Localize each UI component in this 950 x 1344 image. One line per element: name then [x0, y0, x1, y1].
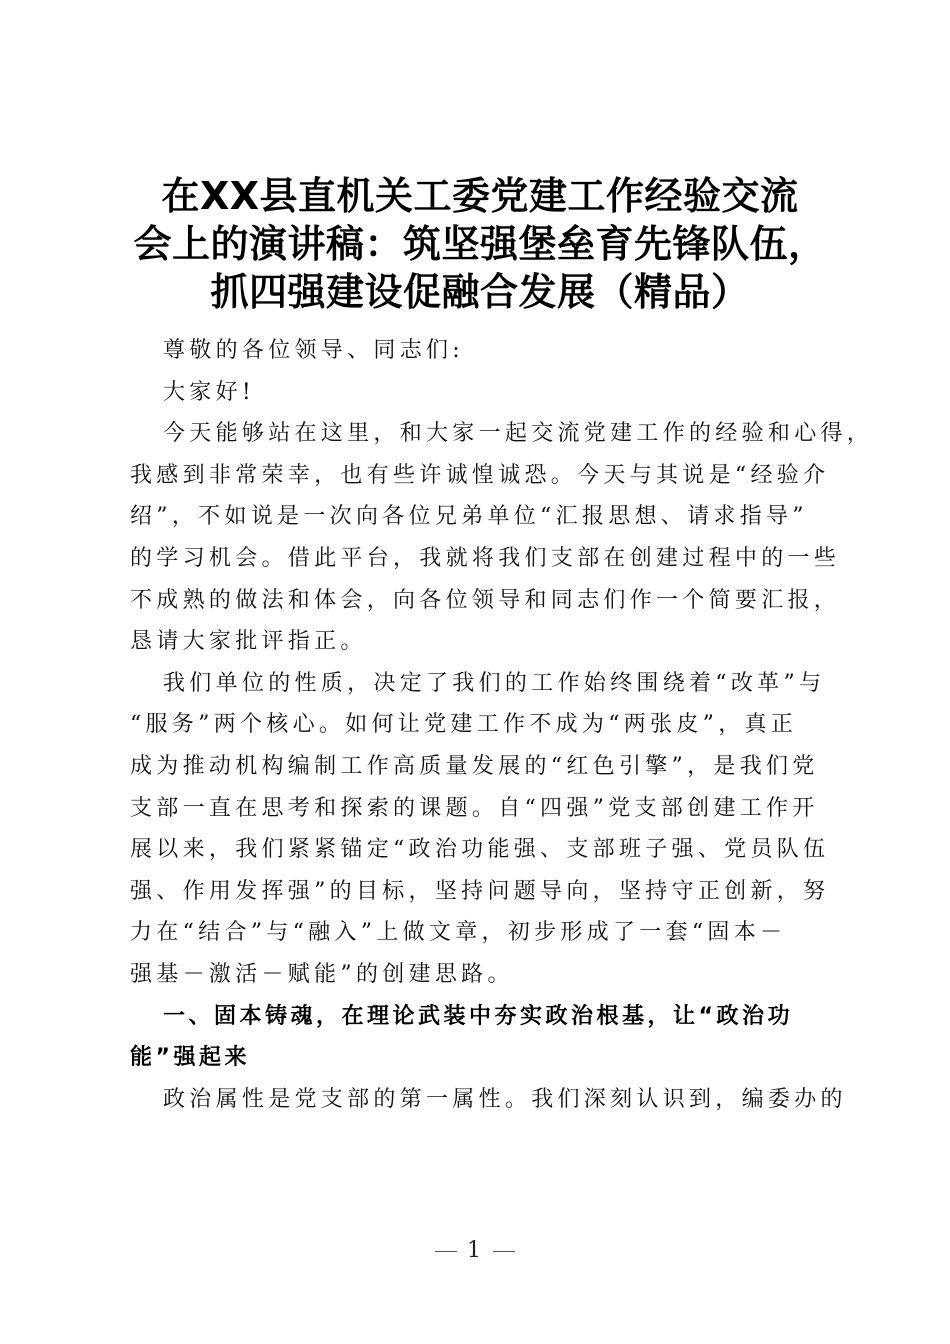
- body-line: 力在“结合”与“融入”上做文章，初步形成了一套“固本－: [130, 920, 787, 946]
- title-line-2: 会上的演讲稿：筑坚强堡垒育先锋队伍，: [133, 222, 827, 266]
- document-body: [130, 330, 874, 1120]
- salutation: 尊敬的各位领导、同志们:: [163, 338, 465, 363]
- body-line: “服务”两个核心。如何让党建工作不成为“两张皮”，真正: [130, 712, 798, 738]
- body-line: 强、作用发挥强”的目标，坚持问题导向，坚持守正创新，努: [130, 878, 830, 904]
- body-line: 政治属性是党支部的第一属性。我们深刻认识到，编委办的: [163, 1086, 847, 1112]
- body-line: 今天能够站在这里，和大家一起交流党建工作的经验和心得，: [163, 421, 874, 447]
- title-line-3: 抓四强建设促融合发展（精品）: [210, 270, 750, 314]
- body-line: 我感到非常荣幸，也有些许诚惶诚恐。今天与其说是“经验介: [130, 462, 830, 488]
- body-line: 支部一直在思考和探索的课题。自“四强”党支部创建工作开: [130, 795, 819, 821]
- title-line-1: 在XX县直机关工委党建工作经验交流: [161, 174, 799, 218]
- body-line: 强基－激活－赋能”的创建思路。: [130, 961, 514, 987]
- body-line: 成为推动机构编制工作高质量发展的“红色引擎”，是我们党: [130, 753, 819, 779]
- page-number: 1: [467, 1238, 483, 1263]
- body-line: 展以来，我们紧紧锚定“政治功能强、支部班子强、党员队伍: [130, 837, 830, 863]
- section-heading-1-cont: 能”强起来: [130, 1045, 250, 1071]
- greeting: 大家好!: [163, 379, 256, 405]
- body-line: 我们单位的性质，决定了我们的工作始终围绕着“改革”与: [163, 670, 826, 696]
- dash-right-icon: [493, 1251, 515, 1252]
- page-number-footer: [0, 1238, 950, 1263]
- body-line: 不成熟的做法和体会，向各位领导和同志们作一个简要汇报，: [130, 587, 841, 613]
- body-line: 恳请大家批评指正。: [130, 629, 367, 655]
- body-line: 的学习机会。借此平台，我就将我们支部在创建过程中的一些: [130, 545, 841, 571]
- dash-left-icon: [435, 1251, 457, 1252]
- section-heading-1: 一、固本铸魂，在理论武装中夯实政治根基，让“政治功: [163, 1003, 793, 1029]
- body-line: 绍”，不如说是一次向各位兄弟单位“汇报思想、请求指导”: [130, 504, 808, 530]
- document-title: [120, 172, 840, 316]
